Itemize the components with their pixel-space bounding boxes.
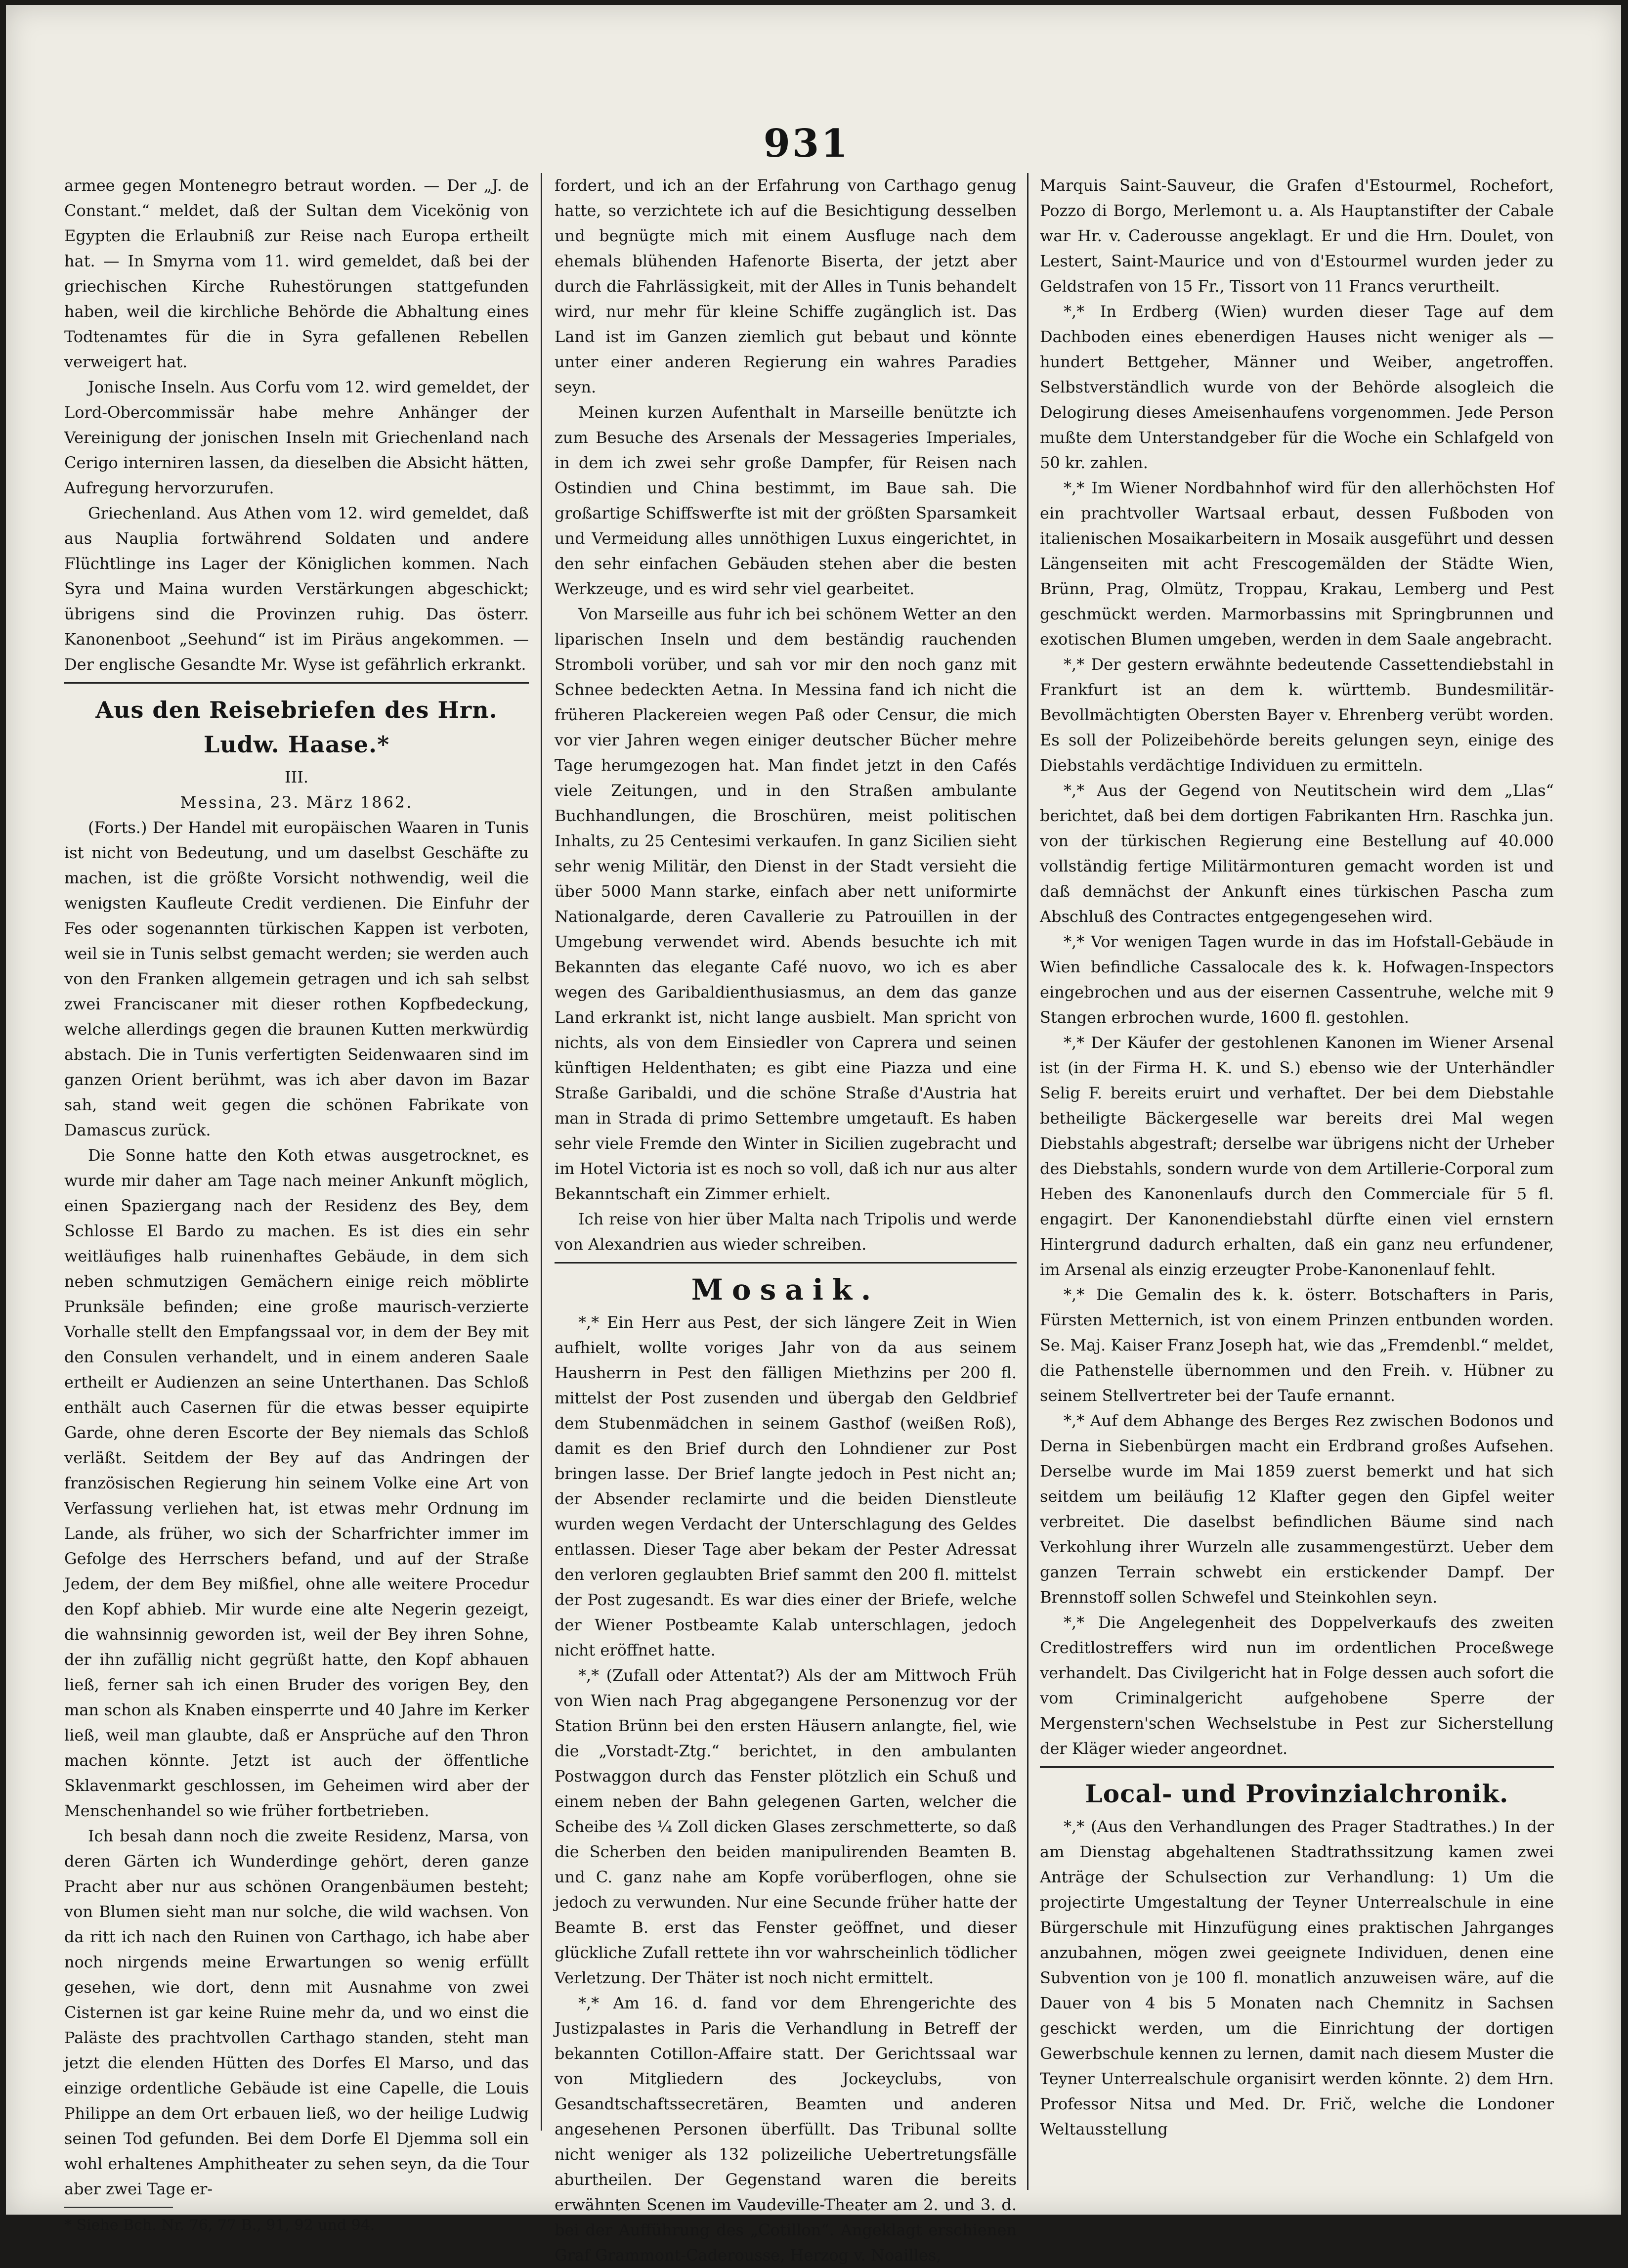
article-paragraph: Die Sonne hatte den Koth etwas ausgetrocknet, es wurde mir daher am Tage nach meiner Ankunft möglich, einen Spaziergang nach der Residenz des Bey, dem Schlosse El Bardo zu machen. Es ist dies ein sehr weitläufiges halb ruinenhaftes Gebäude, in dem sich neben schmutzigen Gemächern einige reich möblirte Prunksäle befinden; eine große maurisch-verzierte Vorhalle stellt den Empfangssaal vor, in dem der Bey mit den Consulen verhandelt, und in einem anderen Saale ertheilt er Audienzen an seine Unterthanen. Das Schloß enthält auch Casernen für die etwas besser equipirte Garde, ohne deren Escorte der Bey niemals das Schloß verläßt. Seitdem der Bey auf das Andringen der französischen Regierung hin seinem Volke eine Art von Verfassung verliehen hat, ist etwas mehr Ordnung im Lande, als früher, wo sich der Scharfrichter immer im Gefolge des Herrschers befand, und auf der Straße Jedem, der dem Bey mißfiel, ohne alle weitere Procedur den Kopf abhieb. Mir wurde eine alte Negerin gezeigt, die wahnsinnig geworden ist, weil der Bey ihren Sohne, der ihn zufällig nicht gegrüßt hatte, den Kopf abhauen ließ, ferner sah ich einen Bruder des vorigen Bey, den man schon als Knaben einsperrte und 40 Jahre im Kerker ließ, weil man glaubte, daß er Ansprüche auf den Thron machen könnte. Jetzt ist auch der öffentliche Sklavenmarkt geschlossen, im Geheimen wird aber der Menschenhandel so wie früher fortbetrieben. [64,1146,529,1820]
news-item: *,* Am 16. d. fand vor dem Ehrengerichte des Justizpalastes in Paris die Verhandlung in Betreff der bekannten Cotillon-Affaire statt. Der Gerichtssaal war von Mitgliedern des Jockeyclubs, von Gesandtschaftssecretären, Beamten und anderen angesehenen Personen überfüllt. Das Tribunal sollte nicht weniger als 132 polizeiliche Uebertretungsfälle aburtheilen. Der Gegenstand waren die bereits erwähnten Scenen im Vaudeville-Theater am 2. und 3. d. bei der Aufführung des „Cotillon“. Angeklagt erschienen Graf Grammont-Caderousse, Herzog v. Noailles, [555,1994,1017,2265]
article-paragraph: Meinen kurzen Aufenthalt in Marseille benützte ich zum Besuche des Arsenals der Messageries Imperiales, in dem ich zwei sehr große Dampfer, für Reisen nach Ostindien und China bestimmt, im Baue sah. Die großartige Schiffswerfte ist mit der größten Sparsamkeit und Vermeidung alles unnöthigen Luxus eingerichtet, in den sehr einfachen Gebäuden stehen aber die besten Werkzeuge, und es wird sehr viel gearbeitet. [555,403,1017,598]
page-number: 931 [763,121,850,166]
section-number: III. [284,768,309,786]
article-paragraph: fordert, und ich an der Erfahrung von Carthago genug hatte, so verzichtete ich auf die Besichtigung desselben und begnügte mich mit einem Ausfluge nach dem ehemals blühenden Hafenorte Biserta, der jetzt aber durch die Fahrlässigkeit, mit der Alles in Tunis behandelt wird, nur mehr für kleine Schiffe zugänglich ist. Das Land ist im Ganzen ziemlich gut bebaut und könnte unter einer anderen Regierung ein wahres Paradies seyn. [555,176,1017,396]
column-3 [1040,173,1554,2190]
news-item: *,* Der gestern erwähnte bedeutende Cassettendiebstahl in Frankfurt ist an dem k. württemb. Bundesmilitär-Bevollmächtigten Obersten Bayer v. Ehrenberg verübt worden. Es soll der Polizeibehörde bereits gelungen seyn, einige des Diebstahls verdächtige Individuen zu ermitteln. [1040,655,1554,775]
news-item: *,* Im Wiener Nordbahnhof wird für den allerhöchsten Hof ein prachtvoller Wartsaal erbaut, dessen Fußboden von italienischen Mosaikarbeitern in Mosaik ausgeführt und dessen Längenseiten mit acht Frescogemälden der Städte Wien, Brünn, Prag, Olmütz, Troppau, Krakau, Lemberg und Pest geschmückt werden. Marmorbassins mit Springbrunnen und exotischen Blumen umgeben, werden in dem Saale angebracht. [1040,479,1554,649]
news-item: *,* Auf dem Abhange des Berges Rez zwischen Bodonos und Derna in Siebenbürgen macht ein Erdbrand großes Aufsehen. Derselbe wurde im Mai 1859 zuerst bemerkt und hat sich seitdem um beiläufig 12 Klafter gegen den Gipfel weiter verbreitet. Die daselbst befindlichen Bäume sind nach Verkohlung ihrer Wurzeln alle zusammengestürzt. Ueber dem ganzen Terrain schwebt ein erstickender Dampf. Der Brennstoff sollen Schwefel und Steinkohlen seyn. [1040,1411,1554,1607]
newspaper-page [6,5,1621,2265]
column-rule-right [1027,173,1028,2190]
section-heading-localchronik: Local- und Provinzialchronik. [1085,1779,1509,1808]
section-divider [555,1262,1017,1264]
news-item: *,* In Erdberg (Wien) wurden dieser Tage auf dem Dachboden eines ebenerdigen Hauses nicht weniger als — hundert Bettgeher, Männer und Weiber, angetroffen. Selbstverständlich wurde von der Behörde alsogleich die Delogirung dieses Ameisenhaufens vorgenommen. Jede Person mußte dem Unterstandgeber für die Woche ein Schlafgeld von 50 kr. zahlen. [1040,302,1554,472]
article-paragraph: Von Marseille aus fuhr ich bei schönem Wetter an den liparischen Inseln und dem beständig rauchenden Stromboli vorüber, und sah vor mir den noch ganz mit Schnee bedeckten Aetna. In Messina fand ich nicht die früheren Plackereien wegen Paß oder Censur, die mich vor vier Jahren wegen einiger deutscher Bücher mehre Tage herumgezogen hat. Man findet jetzt in den Cafés viele Zeitungen, und in den Straßen ambulante Buchhandlungen, die Broschüren, meist politischen Inhalts, zu 25 Centesimi verkaufen. In ganz Sicilien sieht sehr wenig Militär, den Dienst in der Stadt versieht die über 5000 Mann starke, einfach aber nett uniformirte Nationalgarde, deren Cavallerie zu Patrouillen in der Umgebung verwendet wird. Abends besuchte ich mit Bekannten das elegante Café nuovo, wo ich es aber wegen des Garibaldienthusiasmus, an dem das ganze Land erkrankt ist, nicht lange ausbielt. Man spricht von nichts, als von dem Einsiedler von Caprera und seinen künftigen Heldenthaten; es gibt eine Piazza und eine Straße Garibaldi, und die schöne Straße d'Austria hat man in Strada di primo Settembre umgetauft. Es haben sehr viele Fremde den Winter in Sicilien zugebracht und im Hotel Victoria ist es noch so voll, daß ich nur aus alter Bekanntschaft ein Zimmer erhielt. [555,605,1017,1203]
news-item: *,* (Aus den Verhandlungen des Prager Stadtrathes.) In der am Dienstag abgehaltenen Stadtrathssitzung kamen zwei Anträge der Schulsection zur Verhandlung: 1) Um die projectirte Umgestaltung der Teyner Unterrealschule in eine Bürgerschule mit Hinzufügung eines praktischen Jahrganges anzubahnen, mögen zwei geeignete Individuen, denen eine Subvention von je 100 fl. monatlich anzuweisen wäre, auf die Dauer von 4 bis 5 Monaten nach Chemnitz in Sachsen geschickt werden, um die Einrichtung der dortigen Gewerbschule kennen zu lernen, damit nach diesem Muster die Teyner Unterrealschule organisirt werden könnte. 2) dem Hrn. Professor Nitsa und Med. Dr. Frič, welche die Londoner Weltausstellung [1040,1817,1554,2138]
news-item: *,* Ein Herr aus Pest, der sich längere Zeit in Wien aufhielt, wollte voriges Jahr von da aus seinem Hausherrn in Pest den fälligen Miethzins per 200 fl. mittelst der Post zusenden und übergab den Geldbrief dem Stubenmädchen in seinem Gasthof (weißen Roß), damit es den Brief durch den Lohndiener zur Post bringen lasse. Der Brief langte jedoch in Pest nicht an; der Absender reclamirte und die beiden Dienstleute wurden wegen Verdacht der Unterschlagung des Geldes entlassen. Dieser Tage aber bekam der Pester Adressat den verloren geglaubten Brief sammt den 200 fl. mittelst der Post zugesandt. Es war dies einer der Briefe, welche der Wiener Postbeamte Kalab unterschlagen, jedoch nicht eröffnet hatte. [555,1313,1017,1659]
column-rule-left [541,173,542,2131]
article-paragraph: Ich besah dann noch die zweite Residenz, Marsa, von deren Gärten ich Wunderdinge gehört, deren ganze Pracht aber nur aus schönen Orangenbäumen besteht; von Blumen sieht man nur solche, die wild wachsen. Von da ritt ich nach den Ruinen von Carthago, ich habe aber noch nirgends meine Erwartungen so wenig erfüllt gesehen, wie dort, denn mit Ausnahme von zwei Cisternen ist gar keine Ruine mehr da, und wo einst die Paläste des prachtvollen Carthago standen, steht man jetzt die elenden Hütten des Dorfes El Marso, und das einzige ordentliche Gebäude ist eine Capelle, die Louis Philippe an dem Ort erbauen ließ, wo der heilige Ludwig seinen Tod gefunden. Bei dem Dorfe El Djemma soll ein wohl erhaltenes Amphitheater zu sehen seyn, da die Tour aber zwei Tage er- [64,1827,529,2198]
footnote-divider [64,2207,173,2208]
news-item: *,* Die Angelegenheit des Doppelverkaufs des zweiten Creditlostreffers wird nun im ordentlichen Proceßwege verhandelt. Das Civilgericht hat in Folge dessen auch sofort die vom Criminalgericht aufgehobene Sperre der Mergenstern'schen Wechselstube in Pest zur Sicherstellung der Kläger wieder angeordnet. [1040,1613,1554,1758]
news-item: *,* (Zufall oder Attentat?) Als der am Mittwoch Früh von Wien nach Prag abgegangene Personenzug vor der Station Brünn bei den ersten Häusern anlangte, fiel, wie die „Vorstadt-Ztg.“ berichtet, in den ambulanten Postwaggon durch das Fenster plötzlich ein Schuß und einem neben der Bahn gelegenen Garten, welcher die Scheibe des ¼ Zoll dicken Glases zerschmetterte, so daß die Scherben den beiden manipulirenden Beamten B. und C. ganz nahe am Kopfe vorüberflogen, ohne sie jedoch zu verwunden. Nur eine Secunde früher hatte der Beamte B. erst das Fenster geöffnet, und dieser glückliche Zufall rettete ihn vor wahrscheinlich tödlicher Verletzung. Der Thäter ist noch nicht ermittelt. [555,1666,1017,1987]
news-item: *,* Der Käufer der gestohlenen Kanonen im Wiener Arsenal ist (in der Firma H. K. und S.) ebenso wie der Unterhändler Selig F. bereits eruirt und verhaftet. Der bei dem Diebstahle betheiligte Bäckergeselle war bereits drei Mal wegen Diebstahls abgestraft; derselbe war übrigens nicht der Urheber des Diebstahls, sondern wurde von dem Artillerie-Corporal zum Heben des Kanonenlaufs durch den Commerciale für 5 fl. engagirt. Der Kanonendiebstahl dürfte einen viel ernstern Hintergrund dadurch erhalten, daß ein ganz neu erfundener, im Arsenal als einzig erzeugter Probe-Kanonenlauf fehlt. [1040,1033,1554,1279]
article-paragraph: (Forts.) Der Handel mit europäischen Waaren in Tunis ist nicht von Bedeutung, und um daselbst Geschäfte zu machen, ist die größte Vorsicht nothwendig, weil die wenigsten Kaufleute Credit verdienen. Die Einfuhr der Fes oder sogenannten türkischen Kappen ist verboten, weil sie in Tunis selbst gemacht werden; sie werden auch von den Franken allgemein getragen und ich sah selbst zwei Franciscaner mit dieser rothen Kopfbedeckung, welche allerdings gegen die braunen Kutten merkwürdig abstach. Die in Tunis verfertigten Seidenwaaren sind im ganzen Orient berühmt, was ich aber davon im Bazar sah, stand weit gegen die schönen Fabrikate von Damascus zurück. [64,818,529,1139]
news-item: *,* Aus der Gegend von Neutitschein wird dem „Llas“ berichtet, daß bei dem dortigen Fabrikanten Hrn. Raschka jun. von der türkischen Regierung eine Bestellung auf 40.000 vollständig fertige Militärmonturen gemacht worden ist und daß demnächst der Ankunft eines türkischen Pascha zum Abschluß des Contractes entgegengesehen wird. [1040,781,1554,926]
footnote: * Siehe Bch. Nr. 76, 77 B., 91, 92 und 94. [64,2217,375,2234]
column-1 [64,173,529,2234]
dateline: Messina, 23. März 1862. [180,793,413,812]
news-item: *,* Die Gemalin des k. k. österr. Botschafters in Paris, Fürsten Metternich, ist von einem Prinzen entbunden worden. Se. Maj. Kaiser Franz Joseph hat, wie das „Fremdenbl.“ meldet, die Pathenstelle übernommen und den Freih. v. Hübner zu seinem Stellvertreter bei der Taufe ernannt. [1040,1285,1554,1405]
news-item: *,* Vor wenigen Tagen wurde in das im Hofstall-Gebäude in Wien befindliche Cassalocale des k. k. Hofwagen-Inspectors eingebrochen und aus der eisernen Cassentruhe, welche mit 9 Stangen erbrochen wurde, 1600 fl. gestohlen. [1040,932,1554,1027]
section-heading-mosaik: Mosaik. [691,1273,880,1307]
article-paragraph: Jonische Inseln. Aus Corfu vom 12. wird gemeldet, der Lord-Obercommissär habe mehre Anhänger der Vereinigung der jonischen Inseln mit Griechenland nach Cerigo interniren lassen, da dieselben die Absicht hätten, Aufregung hervorzurufen. [64,378,529,497]
section-divider [64,682,529,684]
article-paragraph: armee gegen Montenegro betraut worden. — Der „J. de Constant.“ meldet, daß der Sultan dem Vicekönig von Egypten die Erlaubniß zur Reise nach Europa ertheilt hat. — In Smyrna vom 11. wird gemeldet, daß bei der griechischen Kirche Ruhestörungen stattgefunden haben, weil die kirchliche Behörde die Abhaltung eines Todtenamtes für die in Syra gefallenen Rebellen verweigert hat. [64,176,529,371]
article-paragraph: Ich reise von hier über Malta nach Tripolis und werde von Alexandrien aus wieder schreiben. [555,1210,1017,1254]
column-2 [555,173,1017,2265]
news-item: Marquis Saint-Sauveur, die Grafen d'Estourmel, Rochefort, Pozzo di Borgo, Merlemont u. a. Als Hauptanstifter der Cabale war Hr. v. Caderousse angeklagt. Er und die Hrn. Doulet, von Lestert, Saint-Maurice und von d'Estourmel wurden jeder zu Geldstrafen von 15 Fr., Tissort von 11 Francs verurtheilt. [1040,176,1554,296]
article-paragraph: Griechenland. Aus Athen vom 12. wird gemeldet, daß aus Nauplia fortwährend Soldaten und andere Flüchtlinge ins Lager der Königlichen kommen. Nach Syra und Maina wurden Verstärkungen abgeschickt; übrigens sind die Provinzen ruhig. Das österr. Kanonenboot „Seehund“ ist im Piräus angekommen. — Der englische Gesandte Mr. Wyse ist gefährlich erkrankt. [64,504,529,674]
section-divider [1040,1766,1554,1768]
section-heading-reisebriefe: Aus den Reisebriefen des Hrn. Ludw. Haase.* [95,697,498,758]
